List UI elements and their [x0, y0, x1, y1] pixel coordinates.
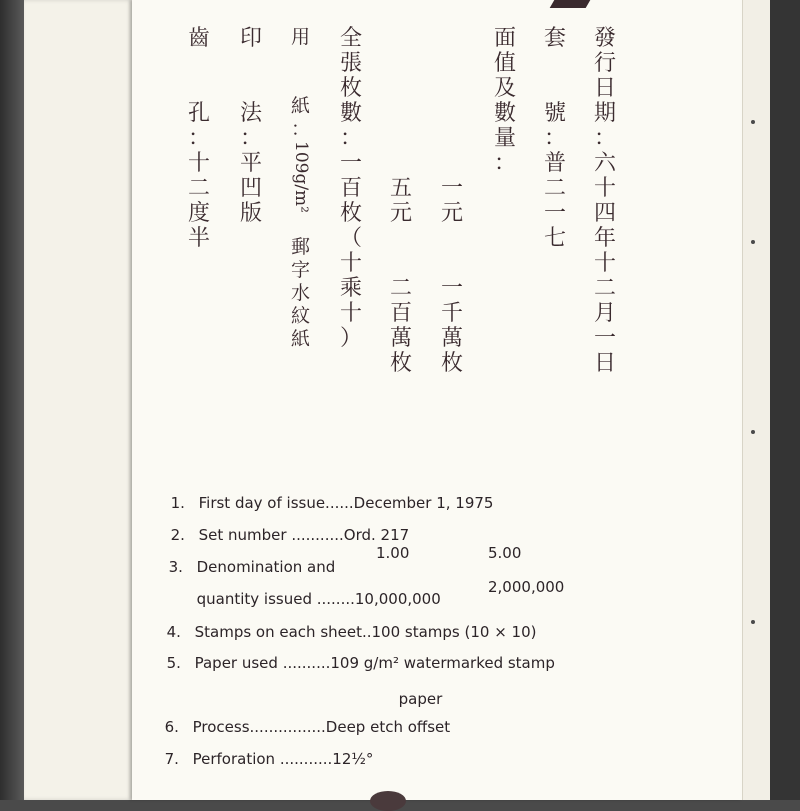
zh-column-denom-label: 面 值 及 數 量 ：	[494, 26, 517, 176]
background-edge-right	[770, 0, 800, 800]
line-text: Perforation ...........12½°	[192, 750, 374, 768]
perforation-hole	[751, 430, 755, 434]
line-text: Set number ...........Ord. 217	[198, 526, 410, 544]
printed-mark	[550, 0, 591, 8]
back-sheet	[24, 0, 132, 800]
perforation-hole	[751, 240, 755, 244]
denomination-value-5: 5.00	[488, 544, 522, 562]
perforation-hole	[751, 620, 755, 624]
zh-column-sheet: 全 張 枚 數 ： 一 百 枚 （ 十 乘 十 ）	[340, 26, 363, 351]
adjacent-stamp-sheet	[742, 0, 771, 800]
line-number: 7.	[164, 750, 179, 768]
denomination-value-1: 1.00	[376, 544, 410, 562]
detail-line	[138, 636, 555, 690]
zh-column-paper: 用 紙 ： 109g/m² 郵 字 水 紋 紙	[290, 26, 311, 350]
zh-column-date: 發 行 日 期 ： 六 十 四 年 十 二 月 一 日	[594, 26, 617, 376]
background-edge-left	[0, 0, 24, 800]
detail-line	[136, 732, 373, 786]
zh-column-set: 套 號 ： 普 二 一 七	[544, 26, 567, 251]
line-text: Denomination and	[196, 558, 336, 576]
line-text: First day of issue......December 1, 1975	[198, 494, 494, 512]
line-text: paper	[398, 690, 443, 708]
line-text: Stamps on each sheet..100 stamps (10 × 10)	[194, 623, 537, 641]
line-number: 1.	[170, 494, 185, 512]
line-number: 6.	[164, 718, 179, 736]
line-text: Paper used ..........109 g/m² watermarked stamp	[194, 654, 555, 672]
quantity-value-5: 2,000,000	[488, 578, 565, 596]
stamp-info-card	[132, 0, 742, 800]
seal-mark	[370, 791, 406, 811]
perforation-hole	[751, 120, 755, 124]
line-number: 5.	[166, 654, 181, 672]
line-text: Process................Deep etch offset	[192, 718, 451, 736]
zh-column-process: 印 法 ： 平 凹 版	[240, 26, 263, 226]
zh-column-denom-1: 一 元 一 千 萬 枚	[441, 176, 464, 376]
line-text: quantity issued ........10,000,000	[196, 590, 441, 608]
line-number: 3.	[168, 558, 183, 576]
line-number: 2.	[170, 526, 185, 544]
zh-column-denom-5: 五 元 二 百 萬 枚	[390, 176, 413, 376]
zh-column-perf: 齒 孔 ： 十 二 度 半	[188, 26, 211, 251]
line-number: 4.	[166, 623, 181, 641]
